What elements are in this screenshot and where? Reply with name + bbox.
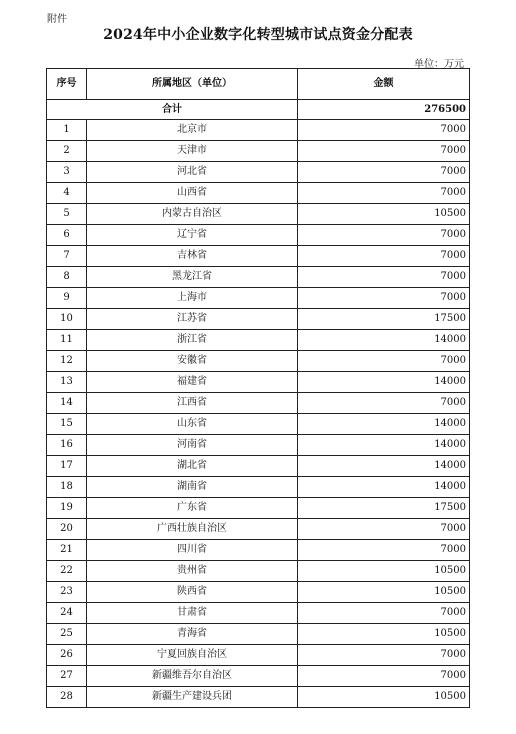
row-seq: 21	[47, 540, 87, 561]
table-row	[47, 519, 470, 540]
row-amount: 7000	[298, 246, 470, 267]
row-seq: 7	[47, 246, 87, 267]
row-region: 上海市	[87, 288, 298, 309]
row-amount: 7000	[298, 183, 470, 204]
row-seq: 18	[47, 477, 87, 498]
table-row	[47, 288, 470, 309]
row-region: 广西壮族自治区	[87, 519, 298, 540]
table-row	[47, 351, 470, 372]
row-amount: 7000	[298, 519, 470, 540]
row-region: 青海省	[87, 624, 298, 645]
table-row	[47, 225, 470, 246]
row-region: 吉林省	[87, 246, 298, 267]
row-region: 新疆维吾尔自治区	[87, 666, 298, 687]
row-region: 山东省	[87, 414, 298, 435]
row-amount: 7000	[298, 225, 470, 246]
table-row	[47, 204, 470, 225]
row-seq: 12	[47, 351, 87, 372]
table-row	[47, 267, 470, 288]
annex-label: 附件	[47, 14, 67, 25]
row-amount: 7000	[298, 645, 470, 666]
table-row	[47, 141, 470, 162]
row-region: 广东省	[87, 498, 298, 519]
table-row	[47, 120, 470, 141]
row-region: 陕西省	[87, 582, 298, 603]
row-seq: 11	[47, 330, 87, 351]
row-amount: 7000	[298, 666, 470, 687]
row-region: 新疆生产建设兵团	[87, 687, 298, 708]
row-amount: 10500	[298, 687, 470, 708]
header-amount: 金额	[298, 69, 470, 100]
row-seq: 4	[47, 183, 87, 204]
row-amount: 7000	[298, 288, 470, 309]
document-title: 2024年中小企业数字化转型城市试点资金分配表	[103, 27, 413, 43]
row-seq: 17	[47, 456, 87, 477]
row-seq: 28	[47, 687, 87, 708]
row-seq: 15	[47, 414, 87, 435]
row-amount: 17500	[298, 309, 470, 330]
row-region: 河南省	[87, 435, 298, 456]
row-amount: 7000	[298, 603, 470, 624]
row-seq: 14	[47, 393, 87, 414]
row-region: 湖北省	[87, 456, 298, 477]
row-region: 江西省	[87, 393, 298, 414]
row-seq: 23	[47, 582, 87, 603]
table-row	[47, 309, 470, 330]
row-seq: 8	[47, 267, 87, 288]
row-amount: 7000	[298, 540, 470, 561]
table-row	[47, 330, 470, 351]
table-row	[47, 498, 470, 519]
row-seq: 20	[47, 519, 87, 540]
table-row	[47, 624, 470, 645]
table-row	[47, 561, 470, 582]
header-region: 所属地区（单位）	[87, 69, 298, 100]
row-amount: 14000	[298, 372, 470, 393]
row-region: 湖南省	[87, 477, 298, 498]
row-amount: 10500	[298, 204, 470, 225]
row-region: 北京市	[87, 120, 298, 141]
total-amount: 276500	[298, 100, 470, 120]
row-amount: 7000	[298, 351, 470, 372]
row-seq: 3	[47, 162, 87, 183]
row-region: 安徽省	[87, 351, 298, 372]
row-region: 宁夏回族自治区	[87, 645, 298, 666]
table-row	[47, 645, 470, 666]
row-seq: 26	[47, 645, 87, 666]
row-amount: 17500	[298, 498, 470, 519]
row-region: 内蒙古自治区	[87, 204, 298, 225]
row-seq: 1	[47, 120, 87, 141]
total-row	[47, 100, 470, 120]
row-amount: 7000	[298, 162, 470, 183]
row-seq: 6	[47, 225, 87, 246]
table-row	[47, 435, 470, 456]
row-region: 黑龙江省	[87, 267, 298, 288]
row-region: 福建省	[87, 372, 298, 393]
table-row	[47, 414, 470, 435]
header-seq: 序号	[47, 69, 87, 100]
row-amount: 14000	[298, 435, 470, 456]
row-seq: 27	[47, 666, 87, 687]
row-amount: 14000	[298, 414, 470, 435]
row-amount: 10500	[298, 582, 470, 603]
row-region: 甘肃省	[87, 603, 298, 624]
row-region: 山西省	[87, 183, 298, 204]
row-amount: 7000	[298, 267, 470, 288]
row-amount: 7000	[298, 141, 470, 162]
table-header-row	[47, 69, 470, 100]
table-row	[47, 246, 470, 267]
table-row	[47, 540, 470, 561]
row-seq: 2	[47, 141, 87, 162]
row-seq: 24	[47, 603, 87, 624]
row-seq: 25	[47, 624, 87, 645]
table-row	[47, 477, 470, 498]
row-region: 贵州省	[87, 561, 298, 582]
row-amount: 14000	[298, 477, 470, 498]
table-row	[47, 666, 470, 687]
table-row	[47, 582, 470, 603]
table-row	[47, 456, 470, 477]
row-amount: 10500	[298, 624, 470, 645]
row-region: 天津市	[87, 141, 298, 162]
table-row	[47, 372, 470, 393]
row-seq: 5	[47, 204, 87, 225]
table-body	[47, 100, 470, 708]
row-amount: 10500	[298, 561, 470, 582]
row-region: 江苏省	[87, 309, 298, 330]
row-region: 辽宁省	[87, 225, 298, 246]
row-seq: 13	[47, 372, 87, 393]
row-seq: 10	[47, 309, 87, 330]
row-seq: 22	[47, 561, 87, 582]
table-row	[47, 162, 470, 183]
row-amount: 7000	[298, 120, 470, 141]
row-region: 四川省	[87, 540, 298, 561]
row-region: 河北省	[87, 162, 298, 183]
table-row	[47, 393, 470, 414]
table-row	[47, 603, 470, 624]
row-amount: 14000	[298, 456, 470, 477]
row-amount: 14000	[298, 330, 470, 351]
row-seq: 16	[47, 435, 87, 456]
row-seq: 9	[47, 288, 87, 309]
row-seq: 19	[47, 498, 87, 519]
row-region: 浙江省	[87, 330, 298, 351]
total-label: 合计	[47, 100, 298, 120]
unit-label: 单位：万元	[414, 59, 464, 70]
table-row	[47, 687, 470, 708]
table-row	[47, 183, 470, 204]
row-amount: 7000	[298, 393, 470, 414]
allocation-table	[46, 68, 470, 708]
